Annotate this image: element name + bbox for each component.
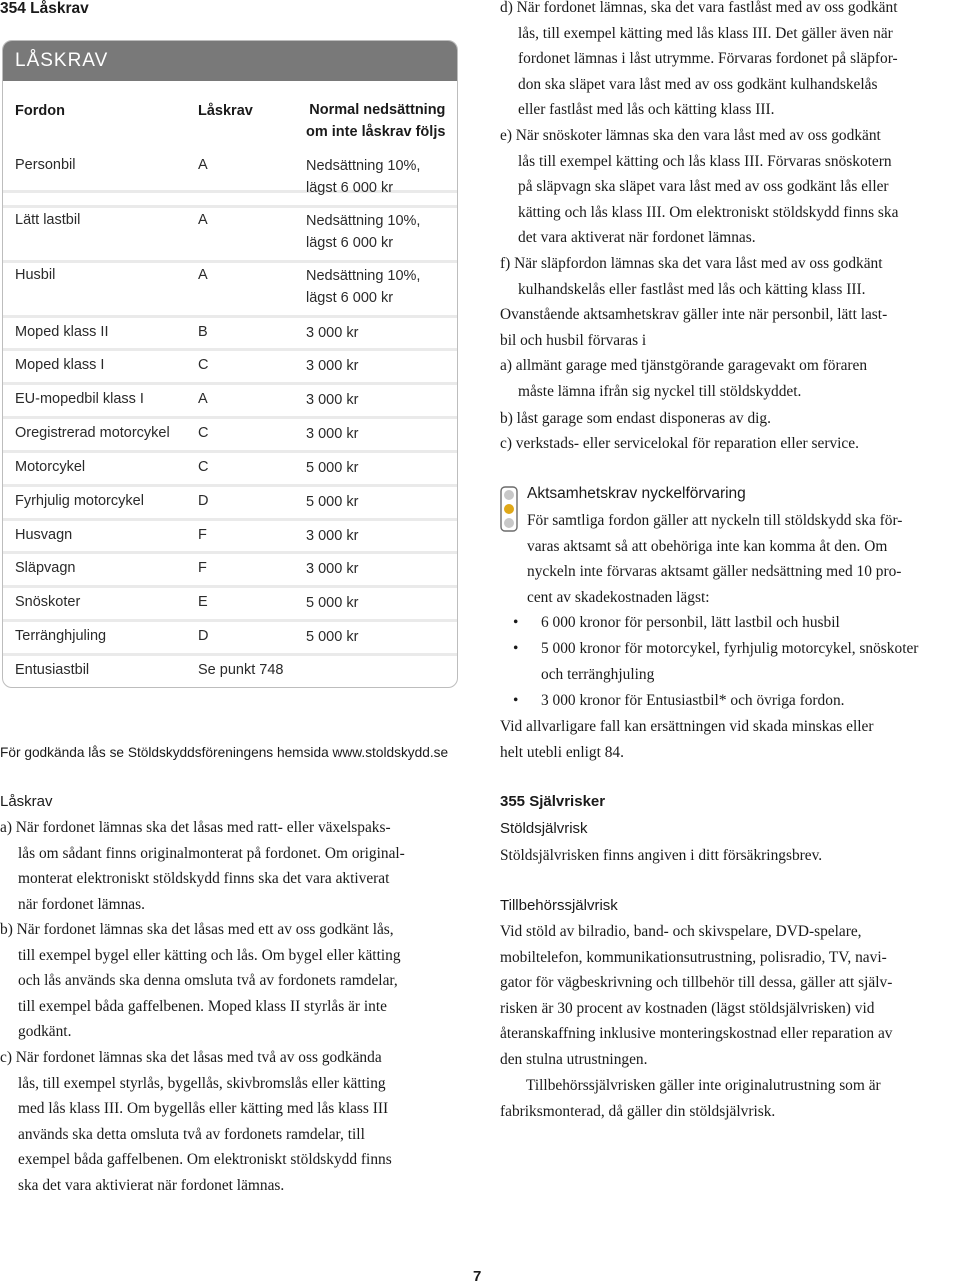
lock-code-cell: A (198, 157, 208, 173)
text-line: c) När fordonet lämnas ska det låsas med två av oss godkända (0, 1049, 382, 1066)
text-line: kulhandskelås eller fastlåst med lås och kätting klass III. (518, 280, 866, 298)
text-line: ska det vara aktivierat när fordonet lämnas. (18, 1176, 285, 1194)
vehicle-cell: Personbil (15, 157, 76, 173)
lock-item (0, 1045, 392, 1198)
text-line: godkänt. (18, 1023, 72, 1040)
vehicle-cell: Moped klass I (15, 357, 105, 373)
deduction-line: 3 000 kr (306, 561, 359, 577)
text-line: återanskaffning inklusive monteringskostnad eller reparation av (500, 1025, 893, 1042)
text-line: måste lämna ifrån sig nyckel till stöldskyddet. (518, 382, 802, 400)
deduction-line: 3 000 kr (306, 325, 359, 341)
key-closing (500, 714, 873, 765)
bullet-dot-icon: • (513, 640, 519, 657)
deduction-cell (306, 155, 420, 199)
text-line: eller fastlåst med lås och kätting klass III. (518, 101, 775, 118)
bullet-item (513, 688, 844, 714)
lock-code-cell: B (198, 324, 208, 340)
deduction-line: 5 000 kr (306, 494, 359, 510)
lock-item (500, 123, 898, 251)
deduction-cell (306, 324, 358, 342)
text-line: och lås används ska denna omsluta två av fordonets ramdelar, (18, 972, 398, 989)
key-section-heading: Aktsamhetskrav nyckelförvaring (527, 485, 746, 502)
exception-item (500, 431, 859, 457)
header-deduction (306, 99, 445, 143)
text-line: b) När fordonet lämnas ska det låsas med ett av oss godkänt lås, (0, 921, 394, 938)
deduction-cell (306, 210, 420, 254)
vehicle-cell: Terränghjuling (15, 628, 107, 644)
text-line: För samtliga fordon gäller att nyckeln till stöldskydd ska för- (527, 512, 903, 529)
deduction-line: 5 000 kr (306, 595, 359, 611)
text-line: när fordonet lämnas. (18, 895, 145, 913)
bullet-dot-icon: • (513, 614, 519, 631)
table-row (3, 521, 457, 554)
vehicle-cell: Oregistrerad motorcykel (15, 425, 170, 441)
deduction-cell (306, 459, 358, 477)
vehicle-cell: Snöskoter (15, 594, 81, 610)
deduction-cell (306, 594, 358, 612)
exception-intro (500, 302, 887, 353)
text-line: fordonet lämnas i låst utrymme. Förvaras fordonet på släpfor- (518, 50, 898, 67)
deduction-cell (306, 493, 358, 511)
lock-code-cell: F (198, 527, 207, 543)
deduction-line: 3 000 kr (306, 426, 359, 442)
lock-code-cell: A (198, 391, 208, 407)
deduction-cell (306, 357, 358, 375)
deduction-line: Nedsättning 10%, (306, 213, 421, 229)
table-row (3, 554, 457, 588)
table-row (3, 487, 457, 521)
bullet-line: och terränghjuling (541, 665, 655, 683)
vehicle-cell: Motorcykel (15, 459, 86, 475)
bullet-line: 3 000 kronor för Entusiastbil* och övriga fordon. (541, 692, 845, 709)
table-row (3, 419, 457, 453)
deduction-cell (306, 527, 358, 545)
deduction-cell (306, 425, 358, 443)
traffic-light-icon (499, 486, 519, 532)
lock-code-cell: C (198, 425, 209, 441)
text-line: mobiltelefon, kommunikationsutrustning, polisradio, TV, navi- (500, 948, 887, 966)
text-line: lås till exempel kätting och lås klass III. Förvaras snöskotern (518, 152, 892, 170)
text-line: exempel båda gaffelbenen. Om elektroniskt stöldskydd finns (18, 1151, 392, 1168)
text-line: e) När snöskoter lämnas ska den vara låst med av oss godkänt (500, 127, 881, 144)
text-line: Vid allvarligare fall kan ersättningen vid skada minskas eller (500, 718, 874, 735)
deduction-line: lägst 6 000 kr (306, 180, 394, 196)
lock-code-cell: E (198, 594, 208, 610)
bullet-line: 6 000 kronor för personbil, lätt lastbil och husbil (541, 614, 840, 631)
deduction-cell (306, 391, 358, 409)
text-line: Tillbehörssjälvrisken gäller inte originalutrustning som är (526, 1077, 881, 1094)
exception-item (500, 353, 867, 404)
sjalvrisker-heading: 355 Självrisker (500, 793, 606, 810)
lock-code-cell: C (198, 357, 209, 373)
bullet-item (513, 610, 840, 636)
deduction-line: 5 000 kr (306, 629, 359, 645)
text-line: på släpvagn ska släpet vara låst med av oss godkänt lås eller (518, 178, 889, 195)
text-line: bil och husbil förvaras i (500, 331, 647, 349)
deduction-line: 3 000 kr (306, 528, 359, 544)
table-row (3, 385, 457, 419)
vehicle-cell: Husvagn (15, 527, 73, 543)
header-lock: Låskrav (198, 103, 253, 119)
deduction-cell (306, 628, 358, 646)
text-line: det vara aktiverat när fordonet lämnas. (518, 229, 756, 246)
text-line: d) När fordonet lämnas, ska det vara fastlåst med av oss godkänt (500, 0, 898, 16)
text-line: fabriksmonterad, då gäller din stöldsjälvrisk. (500, 1102, 776, 1120)
deduction-line: 3 000 kr (306, 358, 359, 374)
deduction-line: 3 000 kr (306, 392, 359, 408)
lock-code-cell: F (198, 560, 207, 576)
text-line: Ovanstående aktsamhetskrav gäller inte när personbil, lätt last- (500, 306, 888, 323)
exception-item (500, 406, 771, 432)
table-row (3, 153, 457, 208)
header-deduction-line: om inte låskrav följs (306, 124, 446, 140)
text-line: lås om sådant finns originalmonterat på fordonet. Om original- (18, 844, 405, 862)
text-line: kätting och lås klass III. Om elektroniskt stöldskydd finns ska (518, 203, 899, 221)
header-vehicle: Fordon (15, 103, 65, 119)
lock-item (0, 917, 401, 1045)
text-line: nyckeln inte förvaras aktsamt gäller nedsättning med 10 pro- (527, 563, 902, 580)
vehicle-cell: Fyrhjulig motorcykel (15, 493, 144, 509)
deduction-cell (306, 265, 420, 309)
text-line: c) verkstads- eller servicelokal för reparation eller service. (500, 435, 859, 452)
table-footnote: För godkända lås se Stöldskyddsföreningens hemsida www.stoldskydd.se (0, 745, 449, 760)
header-deduction-line: Normal nedsättning (309, 102, 446, 118)
text-line: gator för vägbeskrivning och tillbehör till dessa, gäller att själv- (500, 974, 893, 991)
text-line: a) allmänt garage med tjänstgörande garagevakt om föraren (500, 357, 868, 374)
vehicle-cell: Lätt lastbil (15, 212, 81, 228)
page-number: 7 (473, 1268, 482, 1285)
deduction-line: 5 000 kr (306, 460, 359, 476)
text-line: f) När släpfordon lämnas ska det vara låst med av oss godkänt (500, 255, 883, 272)
deduction-line: lägst 6 000 kr (306, 235, 394, 251)
deduction-line: Nedsättning 10%, (306, 158, 421, 174)
tillbehor-text (500, 919, 892, 1072)
stold-text: Stöldsjälvrisken finns angiven i ditt försäkringsbrev. (500, 847, 823, 864)
text-line: till exempel båda gaffelbenen. Moped klass II styrlås är inte (18, 997, 387, 1015)
vehicle-cell: Släpvagn (15, 560, 76, 576)
text-line: med lås klass III. Om bygellås eller kätting med lås klass III (18, 1100, 389, 1117)
vehicle-cell: Moped klass II (15, 324, 109, 340)
table-row (3, 263, 457, 318)
lock-code-cell: D (198, 628, 209, 644)
vehicle-cell: Entusiastbil (15, 662, 90, 678)
text-line: till exempel bygel eller kätting och lås. Om bygel eller kätting (18, 946, 401, 964)
lock-code-cell: A (198, 267, 208, 283)
bullet-item (513, 636, 918, 687)
table-row (3, 453, 457, 487)
lock-code-cell: C (198, 459, 209, 475)
text-line: den stulna utrustningen. (500, 1050, 648, 1068)
lock-requirements-table (2, 40, 458, 688)
text-line: lås, till exempel kätting med lås klass III. Det gäller även när (518, 24, 893, 42)
table-title: LÅSKRAV (3, 41, 457, 81)
lock-heading: Låskrav (0, 793, 53, 810)
tillbehor-heading: Tillbehörssjälvrisk (500, 897, 618, 914)
text-line: varas aktsamt så att obehöriga inte kan komma åt den. Om (527, 537, 888, 555)
text-line: Vid stöld av bilradio, band- och skivspelare, DVD-spelare, (500, 923, 862, 940)
table-row (3, 588, 457, 622)
text-line: b) låst garage som endast disponeras av dig. (500, 410, 771, 427)
bullet-dot-icon: • (513, 692, 519, 709)
stold-heading: Stöldsjälvrisk (500, 820, 588, 837)
lock-code-cell: A (198, 212, 208, 228)
text-line: används ska detta omsluta två av fordonets ramdelar, till (18, 1125, 365, 1143)
lock-item (500, 251, 883, 302)
bullet-line: 5 000 kronor för motorcykel, fyrhjulig motorcykel, snöskoter (541, 640, 919, 657)
key-body (527, 508, 902, 610)
vehicle-cell: EU-mopedbil klass I (15, 391, 144, 407)
text-line: don ska släpet vara låst med av oss godkänt kulhandskelås (518, 75, 878, 93)
lock-code-cell: D (198, 493, 209, 509)
section-title: 354 Låskrav (0, 0, 89, 17)
deduction-line: Nedsättning 10%, (306, 268, 421, 284)
text-line: lås, till exempel styrlås, bygellås, skivbromslås eller kätting (18, 1074, 386, 1092)
table-row (3, 656, 457, 688)
table-row (3, 622, 457, 656)
lock-item (500, 0, 898, 123)
table-row (3, 318, 457, 351)
tillbehor-para2 (500, 1073, 881, 1124)
text-line: helt utebli enligt 84. (500, 743, 624, 761)
lock-item (0, 815, 405, 917)
vehicle-cell: Husbil (15, 267, 56, 283)
deduction-cell (306, 560, 358, 578)
table-row (3, 208, 457, 263)
text-line: risken är 30 procent av kostnaden (lägst stöldsjälvrisken) vid (500, 999, 875, 1017)
deduction-line: lägst 6 000 kr (306, 290, 394, 306)
text-line: a) När fordonet lämnas ska det låsas med ratt- eller växelspaks- (0, 819, 391, 836)
lock-code-cell: Se punkt 748 (198, 662, 284, 678)
table-row (3, 351, 457, 385)
text-line: monterat elektroniskt stöldskydd finns ska det vara aktiverat (18, 870, 390, 887)
text-line: cent av skadekostnaden lägst: (527, 588, 710, 606)
